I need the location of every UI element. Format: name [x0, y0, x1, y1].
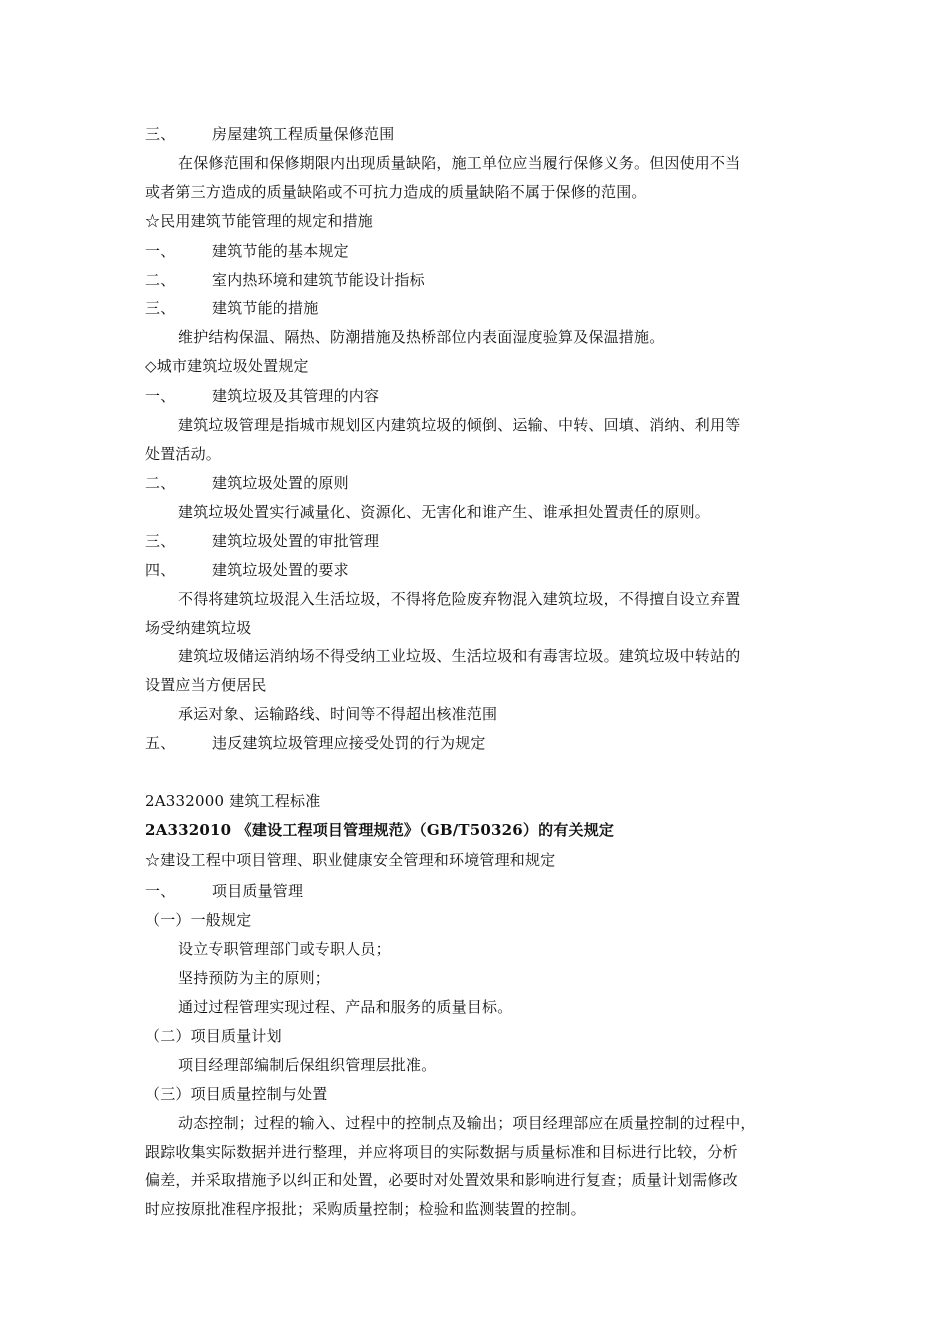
paragraph-line: 偏差，并采取措施予以纠正和处置，必要时对处置效果和影响进行复查；质量计划需修改	[145, 1171, 738, 1189]
item-number: 二、	[145, 474, 176, 492]
paragraph-line: 承运对象、运输路线、时间等不得超出核准范围	[178, 705, 498, 723]
list-item	[145, 473, 805, 493]
paragraph-line: 设立专职管理部门或专职人员；	[178, 940, 391, 958]
subsection-heading: （一）一般规定	[145, 911, 252, 929]
item-text: 违反建筑垃圾管理应接受处罚的行为规定	[212, 734, 486, 752]
paragraph-line: 建筑垃圾管理是指城市规划区内建筑垃圾的倾倒、运输、中转、回填、消纳、利用等	[178, 416, 741, 434]
item-text: 建筑垃圾处置的审批管理	[212, 532, 380, 550]
item-number: 一、	[145, 882, 176, 900]
chapter-code-heading: 2A332000 建筑工程标准	[145, 792, 321, 810]
item-text: 建筑垃圾及其管理的内容	[212, 387, 380, 405]
list-item	[145, 560, 805, 580]
list-item	[145, 270, 805, 290]
list-item	[145, 298, 805, 318]
paragraph-line: 维护结构保温、隔热、防潮措施及热桥部位内表面湿度验算及保温措施。	[178, 328, 665, 346]
paragraph-line: 时应按原批准程序报批；采购质量控制；检验和监测装置的控制。	[145, 1200, 586, 1218]
heading-guarantee-scope	[145, 124, 805, 144]
list-item	[145, 531, 805, 551]
item-number: 三、	[145, 299, 176, 317]
paragraph-line: 处置活动。	[145, 445, 222, 463]
heading-number: 三、	[145, 125, 176, 143]
section-title-standards: ☆建设工程中项目管理、职业健康安全管理和环境管理和规定	[145, 851, 556, 869]
paragraph-line: 在保修范围和保修期限内出现质量缺陷，施工单位应当履行保修义务。但因使用不当	[178, 154, 741, 172]
paragraph-line: 项目经理部编制后保组织管理层批准。	[178, 1056, 437, 1074]
paragraph-line: 不得将建筑垃圾混入生活垃圾，不得将危险废弃物混入建筑垃圾，不得擅自设立弃置	[178, 590, 741, 608]
item-number: 四、	[145, 561, 176, 579]
paragraph-line: 或者第三方造成的质量缺陷或不可抗力造成的质量缺陷不属于保修的范围。	[145, 183, 647, 201]
sub-heading: 2A332010 《建设工程项目管理规范》（GB/T50326）的有关规定	[145, 821, 615, 839]
item-text: 建筑节能的措施	[212, 299, 319, 317]
item-text: 室内热环境和建筑节能设计指标	[212, 271, 425, 289]
paragraph-line: 建筑垃圾处置实行减量化、资源化、无害化和谁产生、谁承担处置责任的原则。	[178, 503, 711, 521]
list-item	[145, 881, 805, 901]
paragraph-line: 动态控制；过程的输入、过程中的控制点及输出；项目经理部应在质量控制的过程中，	[178, 1114, 756, 1132]
list-item	[145, 241, 805, 261]
list-item	[145, 733, 805, 753]
subsection-heading: （三）项目质量控制与处置	[145, 1085, 328, 1103]
heading-text: 房屋建筑工程质量保修范围	[212, 125, 395, 143]
item-number: 五、	[145, 734, 176, 752]
item-number: 三、	[145, 532, 176, 550]
item-text: 建筑垃圾处置的要求	[212, 561, 349, 579]
item-number: 二、	[145, 271, 176, 289]
item-number: 一、	[145, 242, 176, 260]
paragraph-line: 建筑垃圾储运消纳场不得受纳工业垃圾、生活垃圾和有毒害垃圾。建筑垃圾中转站的	[178, 647, 741, 665]
paragraph-line: 场受纳建筑垃圾	[145, 619, 252, 637]
section-title-energy: ☆民用建筑节能管理的规定和措施	[145, 212, 374, 230]
paragraph-line: 设置应当方便居民	[145, 676, 267, 694]
paragraph-line: 通过过程管理实现过程、产品和服务的质量目标。	[178, 998, 513, 1016]
list-item	[145, 386, 805, 406]
item-number: 一、	[145, 387, 176, 405]
section-title-waste: ◇城市建筑垃圾处置规定	[145, 357, 309, 375]
paragraph-line: 坚持预防为主的原则；	[178, 969, 331, 987]
item-text: 建筑节能的基本规定	[212, 242, 349, 260]
item-text: 项目质量管理	[212, 882, 304, 900]
paragraph-line: 跟踪收集实际数据并进行整理，并应将项目的实际数据与质量标准和目标进行比较，分析	[145, 1143, 738, 1161]
item-text: 建筑垃圾处置的原则	[212, 474, 349, 492]
subsection-heading: （二）项目质量计划	[145, 1027, 282, 1045]
